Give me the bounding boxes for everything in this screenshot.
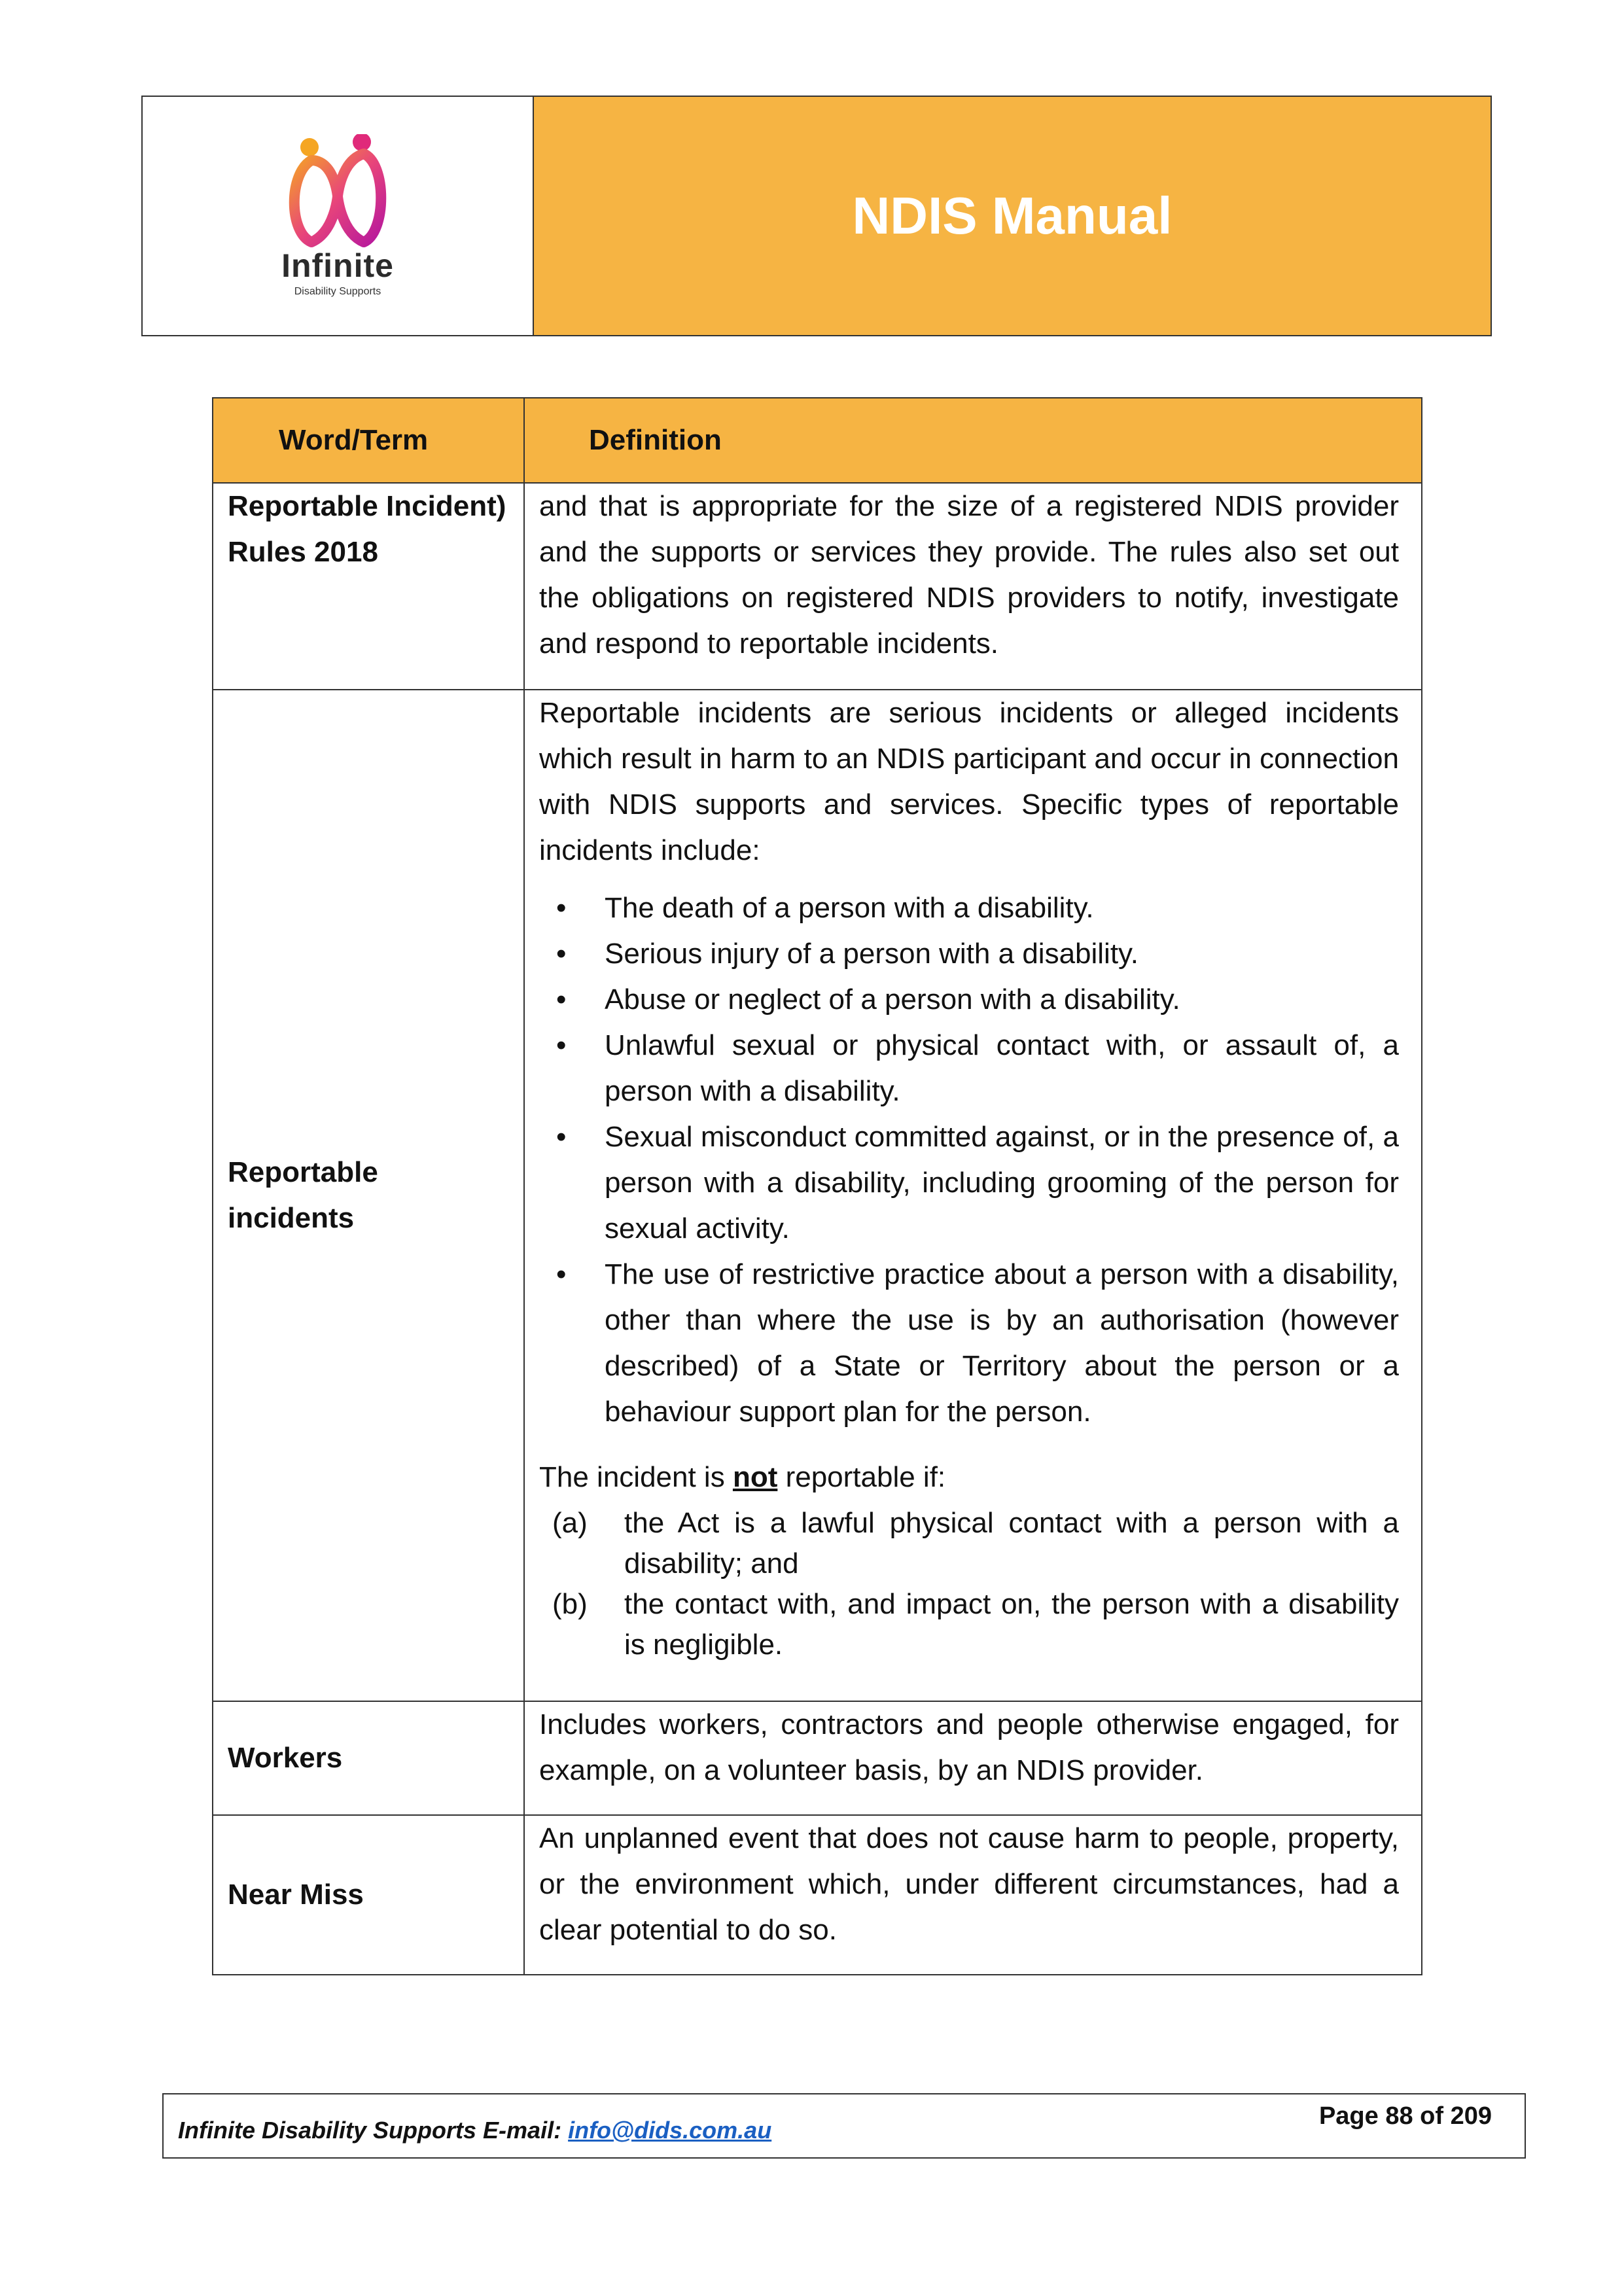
list-item-text: The use of restrictive practice about a person with a disability, other than where the use is by an authorisation (however described) of a State or Territory about the person or a behaviour support plan for the person. (605, 1258, 1399, 1428)
condition-list (539, 1503, 1399, 1665)
bullet-icon: • (556, 938, 567, 970)
page-header (141, 96, 1492, 336)
list-item (539, 1023, 1399, 1114)
table-row (213, 483, 1422, 690)
definition-cell: An unplanned event that does not cause harm to people, property, or the environment which, under different circumstances, had a clear potential to do so. (524, 1815, 1422, 1975)
condition-label: (b) (552, 1588, 588, 1620)
list-item-text: Abuse or neglect of a person with a disability. (605, 983, 1180, 1016)
term-cell: Workers (213, 1701, 524, 1815)
list-item (539, 931, 1399, 977)
condition-label: (a) (552, 1507, 588, 1539)
definition-cell (524, 690, 1422, 1701)
list-item (539, 885, 1399, 931)
definition-intro: Reportable incidents are serious incidents or alleged incidents which result in harm to an NDIS participant and occur in connection with NDIS supports and services. Specific types of reportable incidents include: (539, 697, 1399, 866)
column-header-term: Word/Term (213, 398, 524, 483)
term-cell: Reportable Incident) Rules 2018 (213, 483, 524, 690)
bullet-icon: • (556, 1029, 567, 1061)
table-row (213, 1815, 1422, 1975)
condition-text: the Act is a lawful physical contact with a person with a disability; and (624, 1507, 1399, 1580)
infinity-people-logo-icon (275, 134, 400, 252)
definition-cell: and that is appropriate for the size of a registered NDIS provider and the supports or services they provide. The rules also set out the obligations on registered NDIS providers to notify, investigate and respond to reportable incidents. (524, 483, 1422, 690)
footer-label: Infinite Disability Supports E-mail: (178, 2117, 562, 2144)
list-item-text: The death of a person with a disability. (605, 892, 1094, 924)
bullet-icon: • (556, 983, 567, 1016)
list-item (539, 1503, 1399, 1584)
list-item-text: Unlawful sexual or physical contact with, or assault of, a person with a disability. (605, 1029, 1399, 1107)
logo-subtitle: Disability Supports (294, 286, 381, 297)
email-link[interactable]: info@dids.com.au (568, 2117, 772, 2144)
list-item-text: Serious injury of a person with a disability. (605, 938, 1139, 970)
not-reportable-pre: The incident is (539, 1461, 725, 1493)
list-item (539, 1252, 1399, 1435)
list-item (539, 1584, 1399, 1665)
page-number: Page 88 of 209 (1318, 2102, 1492, 2130)
list-item (539, 1114, 1399, 1252)
not-reportable-post: reportable if: (785, 1461, 946, 1493)
not-emphasis: not (732, 1461, 778, 1493)
bullet-icon: • (556, 1258, 567, 1290)
page-title: NDIS Manual (852, 186, 1173, 245)
bullet-icon: • (556, 892, 567, 924)
column-header-definition: Definition (524, 398, 1422, 483)
definitions-table (212, 397, 1422, 1975)
incident-type-list (539, 885, 1399, 1435)
table-header-row (213, 398, 1422, 483)
condition-text: the contact with, and impact on, the person with a disability is negligible. (624, 1588, 1399, 1661)
term-cell: Near Miss (213, 1815, 524, 1975)
not-reportable-heading (539, 1455, 1399, 1500)
bullet-icon: • (556, 1121, 567, 1153)
table-row (213, 690, 1422, 1701)
definition-cell: Includes workers, contractors and people otherwise engaged, for example, on a volunteer basis, by an NDIS provider. (524, 1701, 1422, 1815)
table-row (213, 1701, 1422, 1815)
list-item-text: Sexual misconduct committed against, or in the presence of, a person with a disability, including grooming of the person for sexual activity. (605, 1121, 1399, 1245)
title-banner (534, 97, 1491, 335)
page-footer (162, 2093, 1526, 2159)
footer-contact (178, 2117, 771, 2144)
list-item (539, 977, 1399, 1023)
logo (143, 97, 534, 335)
logo-name: Infinite (281, 247, 394, 284)
term-cell: Reportable incidents (213, 690, 524, 1701)
